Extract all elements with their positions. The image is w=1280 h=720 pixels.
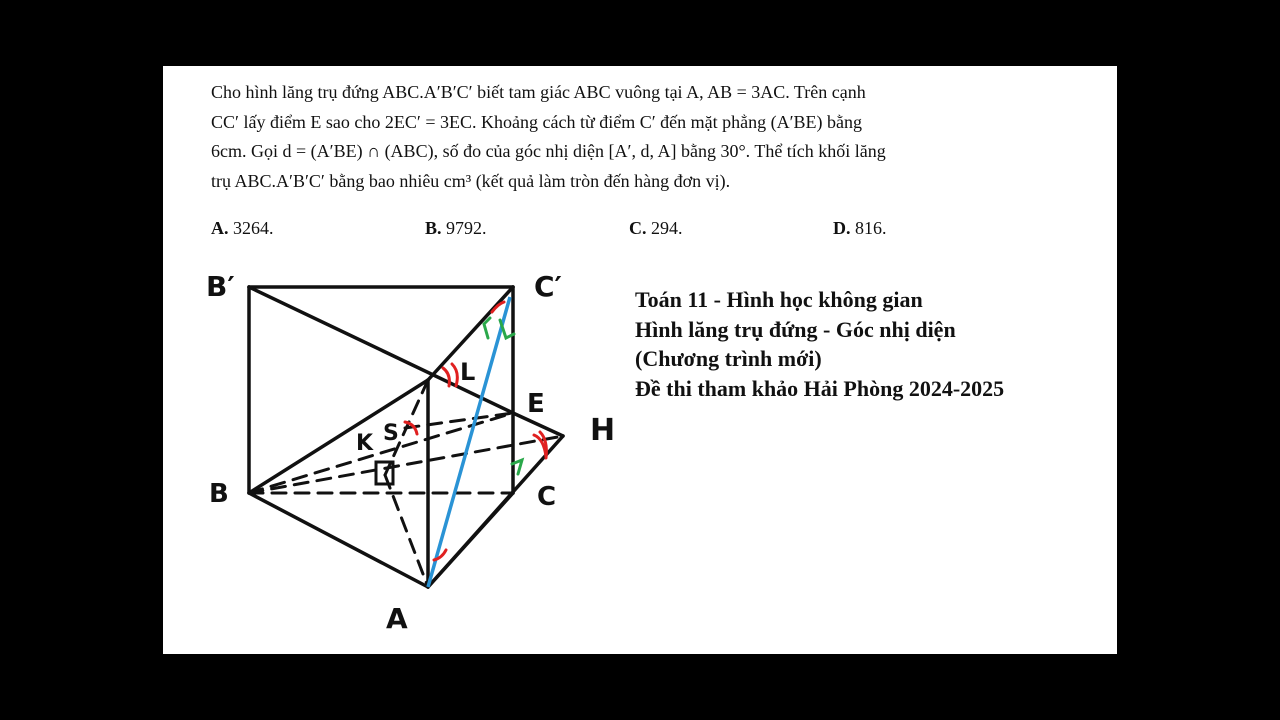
problem-line: trụ ABC.A′B′C′ bằng bao nhiêu cm³ (kết quả làm tròn đến hàng đơn vị). [211,170,731,191]
label-c-prime: C′ [534,270,562,303]
info-line: Toán 11 - Hình học không gian [635,287,923,312]
label-e: E [527,389,545,419]
label-a: A [386,602,408,635]
info-line: (Chương trình mới) [635,346,822,371]
angle-mark-red [534,432,546,458]
label-b: B [209,479,229,509]
answer-value: 9792. [446,218,487,238]
problem-line: Cho hình lăng trụ đứng ABC.A′B′C′ biết tam giác ABC vuông tại A, AB = 3AC. Trên cạnh [211,82,866,102]
label-h: H [590,413,616,448]
edge-bprime-e [249,287,513,413]
answer-key: B. [425,218,442,238]
label-c: C [537,482,557,512]
answer-key: C. [629,218,647,238]
info-line: Đề thi tham khảo Hải Phòng 2024-2025 [635,375,1005,401]
answer-value: 3264. [233,218,274,238]
label-s: S [383,421,399,446]
label-b-prime: B′ [206,270,235,303]
answer-value: 294. [651,218,683,238]
answer-key: A. [211,218,229,238]
edge-b-a [249,493,428,587]
answer-value: 816. [855,218,887,238]
problem-line: 6cm. Gọi d = (A′BE) ∩ (ABC), số đo của góc nhị diện [A′, d, A] bằng 30°. Thể tích khối lăng [211,141,886,161]
angle-mark-red [443,364,457,386]
problem-line: CC′ lấy điểm E sao cho 2EC′ = 3EC. Khoảng cách từ điểm C′ đến mặt phẳng (A′BE) bằng [211,111,863,132]
dashed-s-e [405,413,513,428]
label-k: K [356,431,374,456]
info-line: Hình lăng trụ đứng - Góc nhị diện [635,316,956,342]
answer-key: D. [833,218,851,238]
label-l: L [460,358,476,386]
